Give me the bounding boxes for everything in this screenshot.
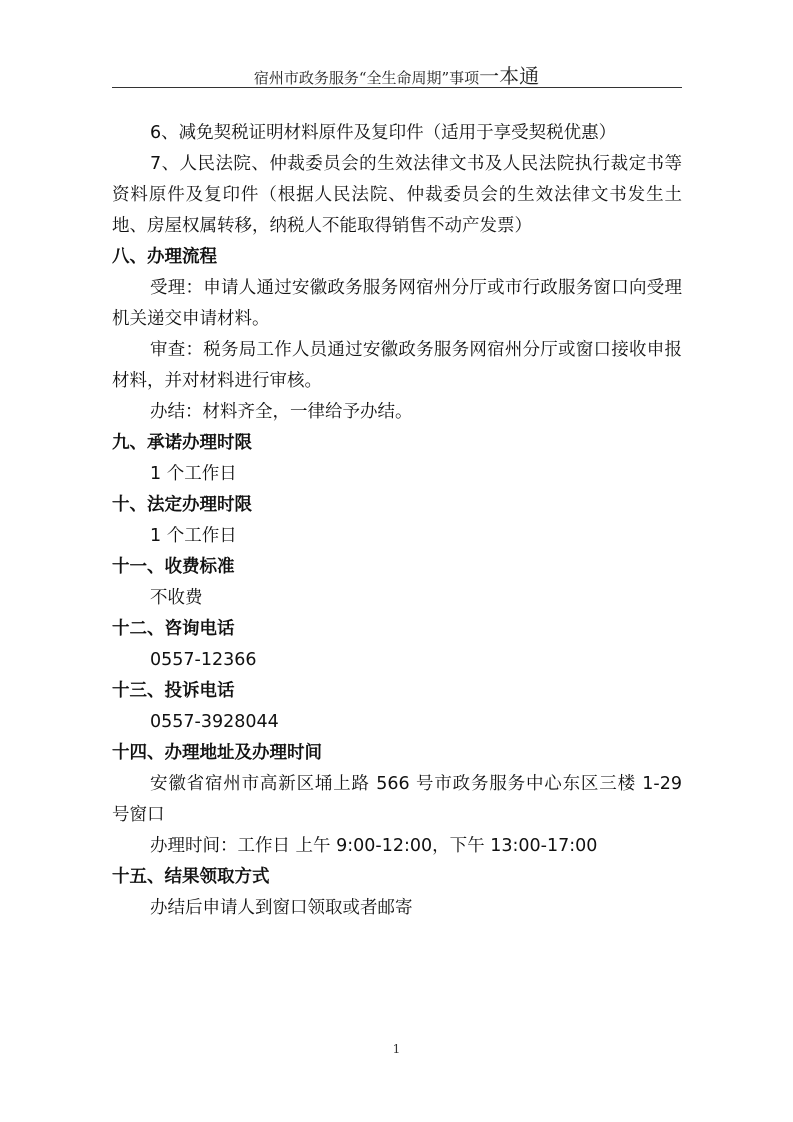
section-8-title: 八、办理流程 — [112, 247, 217, 267]
section-12-value: 0557-12366 — [150, 650, 257, 670]
section-15-title: 十五、结果领取方式 — [112, 867, 270, 887]
page-number: 1 — [392, 1042, 401, 1056]
section-8-finish: 办结：材料齐全，一律给予办结。 — [150, 402, 413, 422]
section-10-value: 1 个工作日 — [150, 526, 237, 546]
item-7: 7、人民法院、仲裁委员会的生效法律文书及人民法院执行裁定书等资料原件及复印件（根据人民法院、仲裁委员会的生效法律文书发生土地、房屋权属转移，纳税人不能取得销售不动产发票） — [112, 154, 682, 236]
section-8-accept: 受理：申请人通过安徽政务服务网宿州分厅或市行政服务窗口向受理机关递交申请材料。 — [112, 278, 682, 329]
section-13-value: 0557-3928044 — [150, 712, 279, 732]
document-body — [112, 118, 682, 924]
section-9-title: 九、承诺办理时限 — [112, 433, 252, 453]
section-14-hours: 办理时间：工作日 上午 9:00-12:00，下午 13:00-17:00 — [150, 836, 598, 856]
page-header — [0, 60, 793, 89]
section-8-review: 审查：税务局工作人员通过安徽政务服务网宿州分厅或窗口接收申报材料，并对材料进行审核。 — [112, 340, 682, 391]
section-13-title: 十三、投诉电话 — [112, 681, 235, 701]
section-14-title: 十四、办理地址及办理时间 — [112, 743, 322, 763]
section-15-value: 办结后申请人到窗口领取或者邮寄 — [150, 898, 413, 918]
section-11-title: 十一、收费标准 — [112, 557, 235, 577]
section-14-address: 安徽省宿州市高新区埇上路 566 号市政务服务中心东区三楼 1-29 号窗口 — [112, 774, 682, 825]
header-divider — [112, 87, 682, 88]
section-9-value: 1 个工作日 — [150, 464, 237, 484]
section-12-title: 十二、咨询电话 — [112, 619, 235, 639]
header-title: 宿州市政务服务“全生命周期”事项 — [253, 69, 480, 87]
section-11-value: 不收费 — [150, 588, 203, 608]
section-10-title: 十、法定办理时限 — [112, 495, 252, 515]
item-6: 6、减免契税证明材料原件及复印件（适用于享受契税优惠） — [150, 123, 617, 143]
header-title-large: 一本通 — [479, 64, 540, 88]
